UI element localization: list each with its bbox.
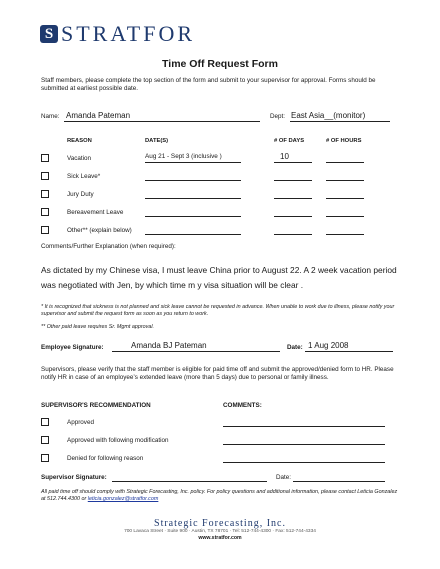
comments-label: Comments/Further Explanation (when required): — [41, 243, 176, 250]
name-label: Name: — [41, 113, 60, 120]
denied-label: Denied for following reason — [67, 455, 144, 462]
name-value[interactable]: Amanda Pateman — [66, 111, 131, 120]
dept-line — [290, 121, 390, 122]
comments-line-1 — [223, 426, 385, 427]
sick-leave-label: Sick Leave* — [67, 173, 101, 180]
approved-modification-checkbox[interactable] — [41, 436, 49, 444]
bereavement-label: Bereavement Leave — [67, 209, 124, 216]
policy-note — [41, 489, 399, 503]
dates-header: DATE(S) — [145, 138, 169, 144]
other-label: Other** (explain below) — [67, 227, 132, 234]
vacation-dates-value[interactable]: Aug 21 - Sept 3 (inclusive ) — [145, 153, 222, 160]
name-line — [64, 121, 260, 122]
footer-address: 700 Lavaca Street · Suite 900 · Austin, TX 78701 · Tel: 512-744-4300 · Fax: 512-744-4334 — [124, 529, 316, 534]
bereavement-checkbox[interactable] — [41, 208, 49, 216]
comments-line-3 — [223, 462, 385, 463]
approved-checkbox[interactable] — [41, 418, 49, 426]
vacation-hours-line — [326, 162, 364, 163]
supervisor-signature-label: Supervisor Signature: — [41, 474, 107, 481]
jury-duty-label: Jury Duty — [67, 191, 94, 198]
employee-signature-label: Employee Signature: — [41, 344, 104, 351]
other-dates-line — [145, 234, 241, 235]
employee-signature-value[interactable]: Amanda BJ Pateman — [131, 341, 207, 350]
footer-company: Strategic Forecasting, Inc. — [154, 518, 286, 529]
jury-duty-checkbox[interactable] — [41, 190, 49, 198]
jury-dates-line — [145, 198, 241, 199]
approved-label: Approved — [67, 419, 94, 426]
other-checkbox[interactable] — [41, 226, 49, 234]
comments-heading: COMMENTS: — [223, 402, 262, 409]
footer-url[interactable]: www.stratfor.com — [198, 535, 242, 541]
bereavement-hours-line — [326, 216, 364, 217]
sick-dates-line — [145, 180, 241, 181]
supervisor-date-line[interactable] — [293, 481, 385, 482]
logo-mark-icon: S — [40, 25, 58, 43]
comments-line-2 — [223, 444, 385, 445]
supervisor-instructions: Supervisors, please verify that the staff member is eligible for paid time off and submit the approved/denied form to HR. Please notify HR in case of an employee’s extended leave (more than 5 days) due to personal or family illness. — [41, 366, 394, 381]
stratfor-logo — [40, 21, 196, 46]
dept-label: Dept: — [270, 113, 286, 120]
approved-modification-label: Approved with following modification — [67, 437, 169, 444]
supervisor-date-label: Date: — [276, 474, 292, 481]
sick-days-line — [274, 180, 312, 181]
other-leave-note: ** Other paid leave requires Sr. Mgmt approval. — [41, 324, 155, 330]
employee-date-line — [305, 351, 393, 352]
bereavement-days-line — [274, 216, 312, 217]
employee-date-value[interactable]: 1 Aug 2008 — [308, 341, 349, 350]
staff-instructions: Staff members, please complete the top section of the form and submit to your supervisor for approval. Forms should be submitted at earliest possible date. — [41, 77, 376, 92]
reason-header: REASON — [67, 138, 92, 144]
sick-hours-line — [326, 180, 364, 181]
vacation-checkbox[interactable] — [41, 154, 49, 162]
hours-header: # OF HOURS — [326, 138, 362, 144]
policy-email-link[interactable]: leticia.gonzalez@stratfor.com — [87, 496, 159, 502]
sick-leave-note: * It is recognized that sickness is not planned and sick leave cannot be requested in advance. When unable to work due to illness, please notify your supervisor and submit the request form as soon as you return to work. — [41, 304, 395, 317]
denied-checkbox[interactable] — [41, 454, 49, 462]
vacation-dates-line — [145, 162, 241, 163]
supervisor-signature-line[interactable] — [112, 481, 267, 482]
vacation-days-line — [274, 162, 312, 163]
days-header: # OF DAYS — [274, 138, 305, 144]
vacation-days-value[interactable]: 10 — [280, 152, 289, 161]
jury-days-line — [274, 198, 312, 199]
other-days-line — [274, 234, 312, 235]
jury-hours-line — [326, 198, 364, 199]
sick-leave-checkbox[interactable] — [41, 172, 49, 180]
logo-text: STRATFOR — [61, 21, 196, 46]
employee-signature-line — [112, 351, 280, 352]
vacation-label: Vacation — [67, 155, 92, 162]
dept-value[interactable]: East Asia__(monitor) — [291, 111, 366, 120]
other-hours-line — [326, 234, 364, 235]
bereavement-dates-line — [145, 216, 241, 217]
policy-note-text: All paid time off should comply with Strategic Forecasting, Inc. policy. For policy questions and additional information, please contact Leticia Gonzalez at 512.744.4300 or — [41, 489, 398, 502]
comments-text[interactable]: As dictated by my Chinese visa, I must leave China prior to August 22. A 2 week vacation period was negotiated with Jen, by which time m y visa situation will be clear . — [41, 265, 397, 290]
employee-date-label: Date: — [287, 344, 303, 351]
form-title: Time Off Request Form — [162, 58, 278, 70]
supervisor-recommendation-heading: SUPERVISOR'S RECOMMENDATION — [41, 402, 151, 409]
